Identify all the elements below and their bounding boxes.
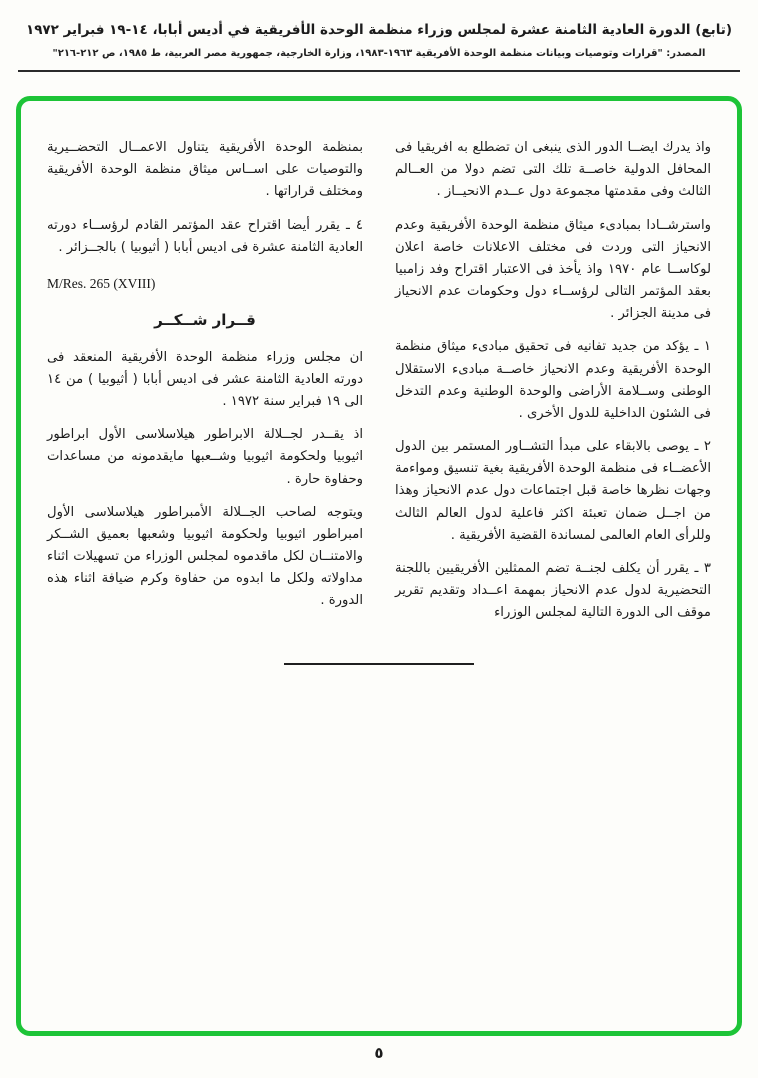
paragraph: واذ يدرك ايضــا الدور الذى ينبغى ان تضطلع به افريقيا فى المحافل الدولية خاصــة تلك التى تضم دولا من العــالم الثالث وفى مقدمتها مجموعة دول عــدم الانحيــاز .: [395, 140, 711, 200]
resolution-title: قــرار شــكــر: [154, 310, 256, 329]
content-frame: [16, 96, 742, 1036]
document-header: [0, 0, 758, 72]
paragraph: بمنظمة الوحدة الأفريقية يتناول الاعمــال التحضــيرية والتوصيات على اســاس ميثاق منظمة الوحدة الأفريقية ومختلف قراراتها .: [47, 140, 363, 200]
page-number: ٥: [374, 1044, 384, 1062]
numbered-clause-4: ٤ ـ يقرر أيضا اقتراح عقد المؤتمر القادم لرؤســاء دورته العادية الثامنة عشرة فى اديس أبابا ( أثيوبيا ) بالجــزائر .: [47, 217, 363, 255]
numbered-clause-3: ٣ ـ يقرر أن يكلف لجنــة تضم الممثلين الأفريقيين باللجنة التحضيرية لدول عدم الانحياز بمهمة اعــداد وتقديم تقرير موقف الى الدورة التالية لمجلس الوزراء: [395, 560, 711, 621]
source-citation: المصدر: "قرارات وتوصيات وبيانات منظمة الوحدة الأفريقية ١٩٦٣-١٩٨٣، وزارة الخارجية، جمهورية مصر العربية، ط ١٩٨٥، ص ٢١٢-٢١٦": [52, 48, 706, 59]
two-column-text: [47, 137, 711, 635]
paragraph: اذ يقــدر لجــلالة الابراطور هيلاسلاسى الأول ابراطور اثيوبيا ولحكومة اثيوبيا وشــعبها مايقدمونه من مساعدات وحفاوة حارة .: [47, 427, 363, 487]
column-right: [395, 137, 711, 635]
resolution-code: M/Res. 265 (XVIII): [47, 275, 156, 291]
paragraph: ان مجلس وزراء منظمة الوحدة الأفريقية المنعقد فى دورته العادية الثامنة عشر فى اديس أبابا ( أثيوبيا ) من ١٤ الى ١٩ فبراير سنة ١٩٧٢ .: [47, 349, 363, 410]
paragraph: واسترشــادا بمبادىء ميثاق منظمة الوحدة الأفريقية وعدم الانحياز التى وردت فى مختلف الاعلانات خاصة اعلان لوكاســا عام ١٩٧٠ واذ يأخذ فى الاعتبار اقتراح وفد زامبيا بعقد المؤتمر التالى لرؤســاء دول وحكومات عدم الانحياز فى مدينة الجزائر .: [395, 217, 711, 322]
header-divider: [18, 70, 740, 72]
document-title: (تابع) الدورة العادية الثامنة عشرة لمجلس وزراء منظمة الوحدة الأفريقية في أديس أبابا، ١٤-١٩ فبراير ١٩٧٢: [25, 22, 733, 38]
paragraph: ويتوجه لصاحب الجــلالة الأمبراطور هيلاسلاسى الأول امبراطور اثيوبيا ولحكومة اثيوبيا وشعبها بعميق الشــكر والامتنــان لكل ماقدموه لمجلس الوزراء من تسهيلات اثناء مداولاته ولكل ما ابدوه من حفاوة وكرم ضيافة اثناء هذه الدورة .: [47, 504, 363, 609]
column-left: [47, 137, 363, 624]
numbered-clause-2: ٢ ـ يوصى بالابقاء على مبدأ التشــاور المستمر بين الدول الأعضــاء فى منظمة الوحدة الأفريقية بغية تنسيق ومواءمة وجهات نظرها خاصة قبل اجتماعات دول عدم الانحياز وهذا من اجــل ضمان تعبئة اكثر فاعلية لدول العالم الثالث وللرأى العام العالمى لمساندة القضية الأفريقية .: [395, 439, 711, 543]
numbered-clause-1: ١ ـ يؤكد من جديد تفانيه فى تحقيق مبادىء ميثاق منظمة الوحدة الأفريقية وعدم الانحياز خاصــة مبادىء الاستقلال الوطنى وســلامة الأراضى والوحدة الوطنية وعدم التدخل فى الشئون الداخلية للدول الأخرى .: [395, 339, 711, 421]
section-end-divider: [284, 663, 474, 665]
